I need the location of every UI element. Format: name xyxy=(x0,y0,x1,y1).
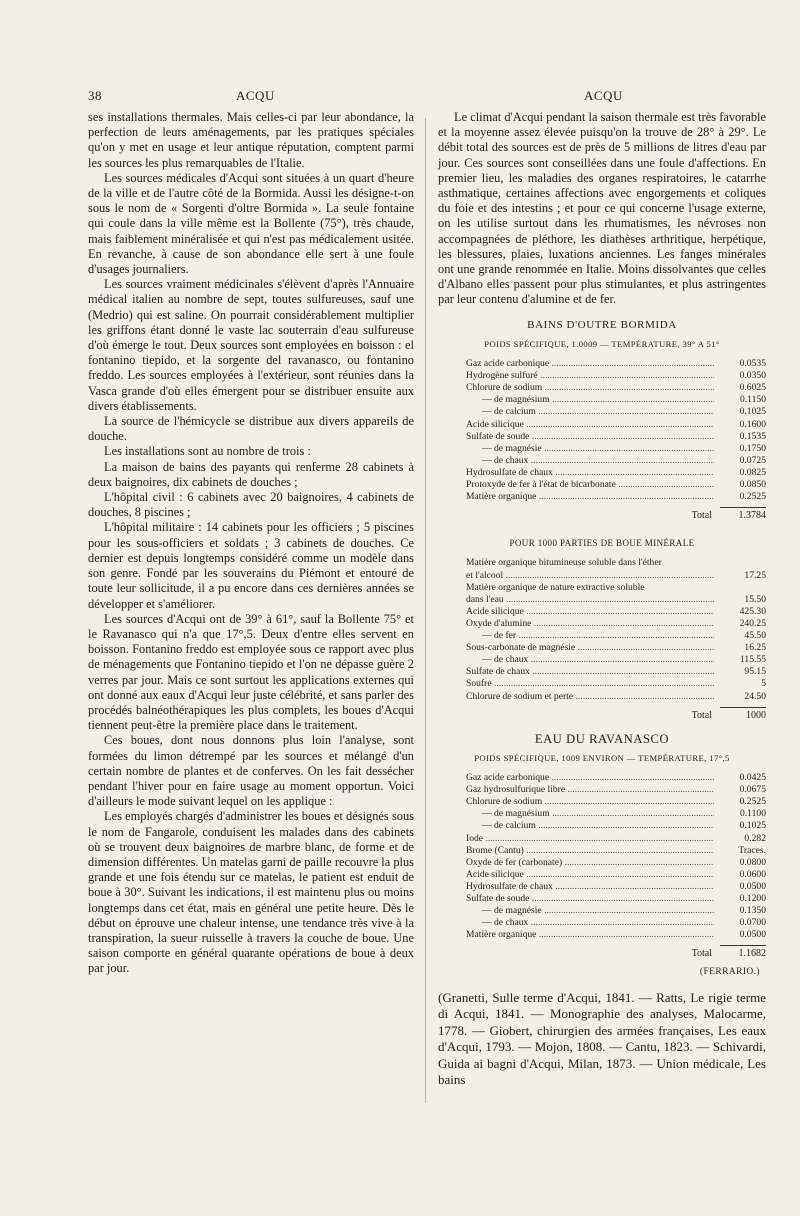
table-row xyxy=(466,467,766,479)
table2 xyxy=(466,557,766,721)
table1 xyxy=(466,358,766,522)
row-label: — de chaux ..... xyxy=(466,455,714,467)
row-value: 24.50 xyxy=(744,690,766,702)
table-row xyxy=(466,479,766,491)
row-label: — de magnésium ..... xyxy=(466,394,714,406)
total-label: Total xyxy=(691,948,712,960)
row-value: 0.0800 xyxy=(739,856,766,868)
running-head-right: ACQU xyxy=(584,88,623,103)
table-row xyxy=(466,833,766,845)
row-label: Hydrogène sulfuré ..... xyxy=(466,370,714,382)
table-row xyxy=(466,654,766,666)
table-row xyxy=(466,455,766,467)
row-value: 0.0350 xyxy=(739,370,766,382)
row-value: 0.0825 xyxy=(739,466,766,478)
paragraph: L'hôpital militaire : 14 cabinets pour les officiers ; 5 piscines pour les sous-officiers et soldats ; 3 cabinets de douches. Ce dernier est depuis longtemps considéré comme un modèle dans son genre. Fondé par les souverains du Piémont et entouré de toute leur sollicitude, il a pu encore dans ces dernières années se développer et s'améliorer. xyxy=(88,520,414,611)
row-label: Matière organique ..... xyxy=(466,491,714,503)
row-value: 0.1025 xyxy=(739,406,766,418)
row-label: — de calcium ..... xyxy=(466,820,714,832)
paragraph: La source de l'hémicycle se distribue aux divers appareils de douche. xyxy=(88,414,414,444)
paragraph: Ces boues, dont nous donnons plus loin l'analyse, sont formées du limon détrempé par les sources et mélangé d'un certain nombre de plantes et de conferves. On les fait dessécher pendant l'hiver pour en faire usage au moment opportun. Voici d'ailleurs le mode suivant lequel on les applique : xyxy=(88,733,414,809)
paragraph: Les sources d'Acqui ont de 39° à 61°, sauf la Bollente 75° et le Ravanasco qui n'a que 17°,5. Deux d'entre elles servent en boisson. Fontanino freddo est employée sous ce rapport avec plus de ménagements que Fontanino tiepido et l'on ne dépasse guère 2 verres par jour. Mais ce sont surtout les applications externes qui ont donné aux eaux d'Acqui leur juste célébrité, et sans parler des procédés balnéothérapiques les plus complets, les boues d'Acqui tiennent peut-être la première place dans le traitement. xyxy=(88,611,414,733)
row-value: 0.1025 xyxy=(739,820,766,832)
row-value: 5 xyxy=(761,678,766,690)
row-value: 0.1150 xyxy=(739,394,766,406)
row-label: Oxyde d'alumine ..... xyxy=(466,618,714,630)
row-value: 425.30 xyxy=(739,605,766,617)
row-label: — de chaux ..... xyxy=(466,917,714,929)
row-value: 0.0500 xyxy=(739,929,766,941)
row-value: 45.50 xyxy=(744,630,766,642)
row-value: 0.1200 xyxy=(739,893,766,905)
row-value: 0.0850 xyxy=(739,478,766,490)
row-label: Chlorure de sodium ..... xyxy=(466,382,714,394)
table-row xyxy=(466,582,766,594)
row-label: — de fer ..... xyxy=(466,630,714,642)
row-label: Iode ..... xyxy=(466,833,714,845)
table-row xyxy=(466,630,766,642)
row-value: 16.25 xyxy=(744,642,766,654)
table-row xyxy=(466,905,766,917)
row-label: — de magnésie ..... xyxy=(466,443,714,455)
bibliography: (Granetti, Sulle terme d'Acqui, 1841. — Ratts, Le rigie terme di Acqui, 1841. — Monographie des analyses, Malocarme, 1778. — Giobert, chirurgien des armées françaises, Les eaux d'Acqui, 1793. — Mojon, 1808. — Cantu, 1823. — Schivardi, Guida ai bagni d'Acqui, Milan, 1873. — Union médicale, Les bains xyxy=(438,989,766,1088)
row-value: 115.55 xyxy=(739,654,766,666)
row-label: Gaz acide carbonique ..... xyxy=(466,358,714,370)
row-label: Protoxyde de fer à l'état de bicarbonate ..... xyxy=(466,479,714,491)
row-label: Hydrosulfate de chaux ..... xyxy=(466,467,714,479)
row-label: Chlorure de sodium ..... xyxy=(466,796,714,808)
row-label: — de magnésie ..... xyxy=(466,905,714,917)
total-value: 1000 xyxy=(720,707,766,722)
table-row xyxy=(466,929,766,941)
paragraph: Les installations sont au nombre de trois : xyxy=(104,444,311,459)
total-value: 1.1682 xyxy=(720,945,766,960)
table-row xyxy=(466,691,766,703)
table-row xyxy=(466,431,766,443)
analysis-credit: (FERRARIO.) xyxy=(699,966,760,977)
paragraph: Les sources médicales d'Acqui sont situées à un quart d'heure de la ville et de l'autre côté de la Bormida. Aussi les désigne-t-on sous le nom de « Sorgenti d'oltre Bormida ». La seule fontaine qui coule dans la ville même est la Bollente (75°), très chaude, mais faiblement minéralisée et qui n'est pas médicalement usitée. En revanche, à cause de son abondance elle sert à une foule d'usages journaliers. xyxy=(88,170,414,277)
table-total xyxy=(466,507,766,522)
row-value: 0.1100 xyxy=(739,808,766,820)
row-value: 0.0725 xyxy=(739,454,766,466)
row-label: Sulfate de soude ..... xyxy=(466,431,714,443)
row-label: Acide silicique ..... xyxy=(466,606,714,618)
row-value: 0.2525 xyxy=(739,491,766,503)
table-row xyxy=(466,358,766,370)
table-row xyxy=(466,570,766,582)
row-value: 0.282 xyxy=(744,832,766,844)
table3 xyxy=(466,772,766,960)
table-row xyxy=(466,666,766,678)
table-row xyxy=(466,772,766,784)
row-value: Traces. xyxy=(738,844,766,856)
row-label: Sulfate de chaux ..... xyxy=(466,666,714,678)
row-label: Matière organique bitumineuse soluble dans l'éther xyxy=(466,557,662,569)
total-value: 1.3784 xyxy=(720,507,766,522)
row-label: Matière organique ..... xyxy=(466,929,714,941)
table-row xyxy=(466,796,766,808)
row-label: Brome (Cantu) ..... xyxy=(466,845,714,857)
total-label: Total xyxy=(691,510,712,522)
row-label: Hydrosulfate de chaux ..... xyxy=(466,881,714,893)
row-value: 0.6025 xyxy=(739,382,766,394)
paragraph: La maison de bains des payants qui renferme 28 cabinets à deux baignoires, dix cabinets de douches ; xyxy=(88,459,414,489)
table-row xyxy=(466,370,766,382)
table-row xyxy=(466,618,766,630)
row-value: 0.0535 xyxy=(739,358,766,370)
table2-title: POUR 1000 PARTIES DE BOUE MINÉRALE xyxy=(509,538,695,549)
row-value: 0.0700 xyxy=(739,917,766,929)
table-row xyxy=(466,881,766,893)
table-row xyxy=(466,642,766,654)
row-value: 240.25 xyxy=(739,617,766,629)
row-label: Chlorure de sodium et perte ..... xyxy=(466,691,714,703)
row-value: 15.50 xyxy=(744,593,766,605)
table-row xyxy=(466,857,766,869)
table-row xyxy=(466,678,766,690)
table-row xyxy=(466,557,766,569)
row-value: 0.0675 xyxy=(739,784,766,796)
table-row xyxy=(466,845,766,857)
table1-subtitle: POIDS SPÉCIFIQUE, 1.0009 — TEMPÉRATURE, 39° A 51° xyxy=(484,338,720,349)
row-value: 0.2525 xyxy=(739,796,766,808)
row-label: Acide silicique ..... xyxy=(466,869,714,881)
row-label: Soufre ..... xyxy=(466,678,714,690)
table-row xyxy=(466,893,766,905)
row-label: Gaz acide carbonique ..... xyxy=(466,772,714,784)
right-column xyxy=(438,110,766,1089)
total-label: Total xyxy=(691,709,712,721)
row-label: — de chaux ..... xyxy=(466,654,714,666)
row-label: Gaz hydrosulfurique libre ..... xyxy=(466,784,714,796)
table3-subtitle: POIDS SPÉCIFIQUE, 1009 ENVIRON — TEMPÉRATURE, 17°,5 xyxy=(474,752,730,763)
table-row xyxy=(466,491,766,503)
column-divider xyxy=(425,118,426,1103)
row-label: Matière organique de nature extractive soluble xyxy=(466,581,645,593)
table-row xyxy=(466,394,766,406)
table-row xyxy=(466,382,766,394)
row-label: dans l'eau ..... xyxy=(466,594,714,606)
row-value: 0.1350 xyxy=(739,905,766,917)
table-total xyxy=(466,707,766,722)
table-row xyxy=(466,808,766,820)
table1-title: BAINS D'OUTRE BORMIDA xyxy=(527,318,677,331)
row-label: Acide silicique ..... xyxy=(466,419,714,431)
table-row xyxy=(466,869,766,881)
table-row xyxy=(466,419,766,431)
intro-paragraph: Le climat d'Acqui pendant la saison thermale est très favorable et la moyenne assez élevée puisqu'on la trouve de 28° à 29°. Le débit total des sources est de près de 5 millions de litres d'eau par jour. Ces sources sont conseillées dans une foule d'affections. En premier lieu, les maladies des organes respiratoires, le catarrhe asthmatique, certaines affections avec engorgements et coliques du foie et des intestins ; et pour ce qui concerne l'usage externe, on les utilise surtout dans les rhumatismes, les névroses non accompagnées de pléthore, les diathèses arthritique, herpétique, les blessures, plaies, luxations anciennes. Les fanges minérales ont une grande renommée en Italie. Moins dissolvantes que celles d'Albano elles passent pour plus stimulantes, et plus astringentes par leur contenu d'alumine et de fer. xyxy=(438,110,766,307)
running-head-left: ACQU xyxy=(236,88,275,103)
table-row xyxy=(466,820,766,832)
table-row xyxy=(466,443,766,455)
table-total xyxy=(466,945,766,960)
paragraph: Les employés chargés d'administrer les boues et désignés sous le nom de Fangarole, conduisent les malades dans des cabinets où se trouvent deux baignoires de marbre blanc, de forme et de dimension différentes. Un matelas garni de paille recouvre la plus grande et une fois étendu sur ce matelas, le patient est enduit de boue à 30°. Suivant les indications, il est maintenu plus ou moins longtemps dans cet état, mais en général une petite heure. Dès le début on éprouve une chaleur intense, une tendance très vive à la transpiration, la sueur ruisselle à travers la couche de boue. Une saison comporte en général quarante opérations de boue à deux par jour. xyxy=(88,809,414,976)
page-number: 38 xyxy=(88,88,102,103)
row-value: 17.25 xyxy=(744,569,766,581)
row-label: Sulfate de soude ..... xyxy=(466,893,714,905)
row-value: 0.1750 xyxy=(739,442,766,454)
row-value: 0.0600 xyxy=(739,868,766,880)
paragraph: Les sources vraiment médicinales s'élèvent d'après l'Annuaire médical italien au nombre de sept, toutes sulfureuses, sauf une (Medrio) qui est saline. On pourrait considérablement multiplier les griffons étant donné le vaste lac souterrain d'eau sulfureuse d'où émerge le tout. Deux sources sont employées en boisson : el fontanino tiepido, et la sorgente del ravanasco, ou fontanino freddo. Les sources employées à l'extérieur, sont réunies dans la Vasca grande d'où elles émergent pour se distribuer ensuite aux divers établissements. xyxy=(88,277,414,413)
row-label: — de calcium ..... xyxy=(466,406,714,418)
row-value: 95.15 xyxy=(744,666,766,678)
paragraph: L'hôpital civil : 6 cabinets avec 20 baignoires, 4 cabinets de douches, 8 piscines ; xyxy=(88,490,414,520)
row-label: Sous-carbonate de magnésie ..... xyxy=(466,642,714,654)
table-row xyxy=(466,406,766,418)
table-row xyxy=(466,594,766,606)
row-label: Oxyde de fer (carbonate) ..... xyxy=(466,857,714,869)
row-value: 0.0425 xyxy=(739,772,766,784)
table-row xyxy=(466,784,766,796)
row-value: 0.1535 xyxy=(739,430,766,442)
table3-title: EAU DU RAVANASCO xyxy=(534,731,670,746)
table-row xyxy=(466,917,766,929)
row-value: 0.1600 xyxy=(739,418,766,430)
paragraph: ses installations thermales. Mais celles-ci par leur abondance, la perfection de leurs aménagements, par les pratiques spéciales qu'on y met en usage et leur antique réputation, comptent parmi les sources les plus remarquables de l'Italie. xyxy=(88,110,414,170)
left-column xyxy=(88,110,414,977)
row-value: 0.0500 xyxy=(739,880,766,892)
row-label: — de magnésium ..... xyxy=(466,808,714,820)
table-row xyxy=(466,606,766,618)
row-label: et l'alcool ..... xyxy=(466,570,714,582)
